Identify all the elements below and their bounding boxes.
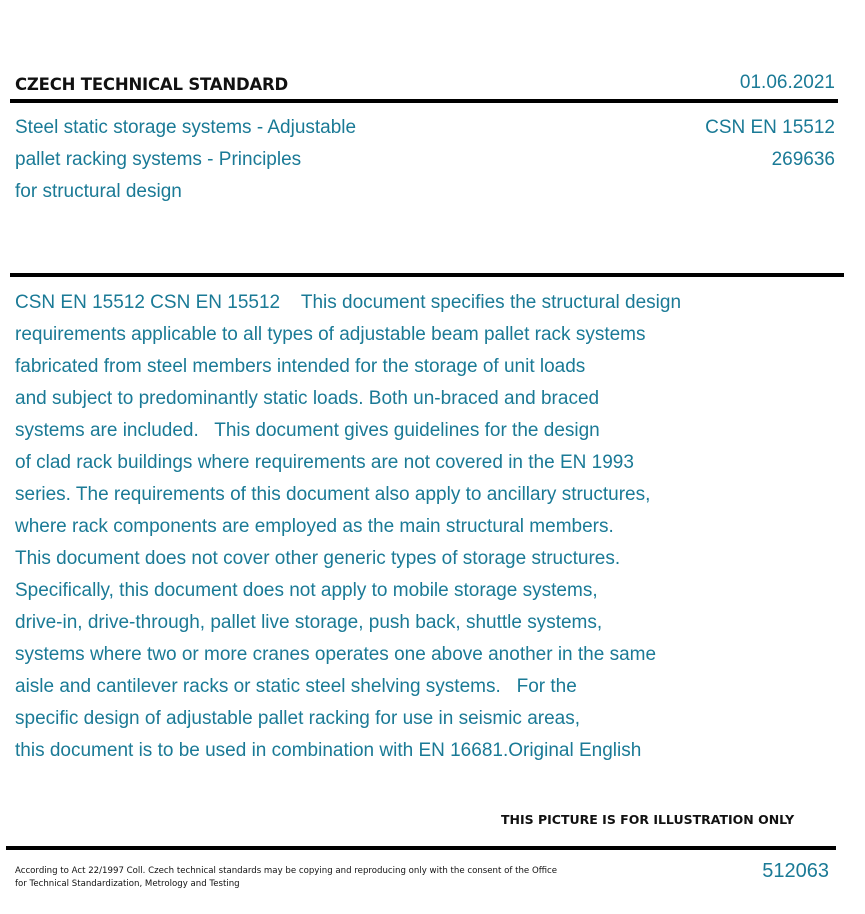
legal-notice xyxy=(15,865,615,891)
standard-code: CSN EN 15512 xyxy=(705,117,835,138)
abstract-line: requirements applicable to all types of adjustable beam pallet rack systems xyxy=(15,324,646,345)
legal-notice-line: for Technical Standardization, Metrology and Testing xyxy=(15,879,240,889)
title-divider xyxy=(10,273,844,277)
abstract-line: systems where two or more cranes operates one above another in the same xyxy=(15,644,657,665)
abstract-line: Specifically, this document does not apply to mobile storage systems, xyxy=(15,580,598,601)
title-line: Steel static storage systems - Adjustable xyxy=(15,117,357,138)
standard-title xyxy=(15,112,535,208)
abstract-text xyxy=(15,287,795,767)
abstract-line: drive-in, drive-through, pallet live storage, push back, shuttle systems, xyxy=(15,612,603,633)
document-type-label: CZECH TECHNICAL STANDARD xyxy=(15,75,289,94)
publication-date: 01.06.2021 xyxy=(739,72,835,93)
abstract-line: This document does not cover other generic types of storage structures. xyxy=(15,548,621,569)
abstract-line: aisle and cantilever racks or static steel shelving systems. For the xyxy=(15,676,577,697)
header-divider xyxy=(10,99,838,103)
standard-reference xyxy=(705,112,835,176)
abstract-line: series. The requirements of this document also apply to ancillary structures, xyxy=(15,484,651,505)
abstract-line: specific design of adjustable pallet racking for use in seismic areas, xyxy=(15,708,581,729)
title-line: pallet racking systems - Principles xyxy=(15,149,302,170)
abstract-line: where rack components are employed as the main structural members. xyxy=(15,516,614,537)
footer-divider xyxy=(6,846,836,850)
title-line: for structural design xyxy=(15,181,182,202)
footer-code: 512063 xyxy=(762,860,829,882)
legal-notice-line: According to Act 22/1997 Coll. Czech technical standards may be copying and reproducing only with the consent of the Office xyxy=(15,866,558,876)
catalog-number: 269636 xyxy=(771,149,835,170)
abstract-line: fabricated from steel members intended for the storage of unit loads xyxy=(15,356,586,377)
abstract-line: CSN EN 15512 CSN EN 15512 This document specifies the structural design xyxy=(15,292,682,313)
illustration-disclaimer: THIS PICTURE IS FOR ILLUSTRATION ONLY xyxy=(501,812,795,827)
abstract-line: and subject to predominantly static loads. Both un-braced and braced xyxy=(15,388,600,409)
abstract-line: systems are included. This document gives guidelines for the design xyxy=(15,420,600,441)
abstract-line: of clad rack buildings where requirements are not covered in the EN 1993 xyxy=(15,452,634,473)
abstract-line: this document is to be used in combination with EN 16681.Original English xyxy=(15,740,642,761)
